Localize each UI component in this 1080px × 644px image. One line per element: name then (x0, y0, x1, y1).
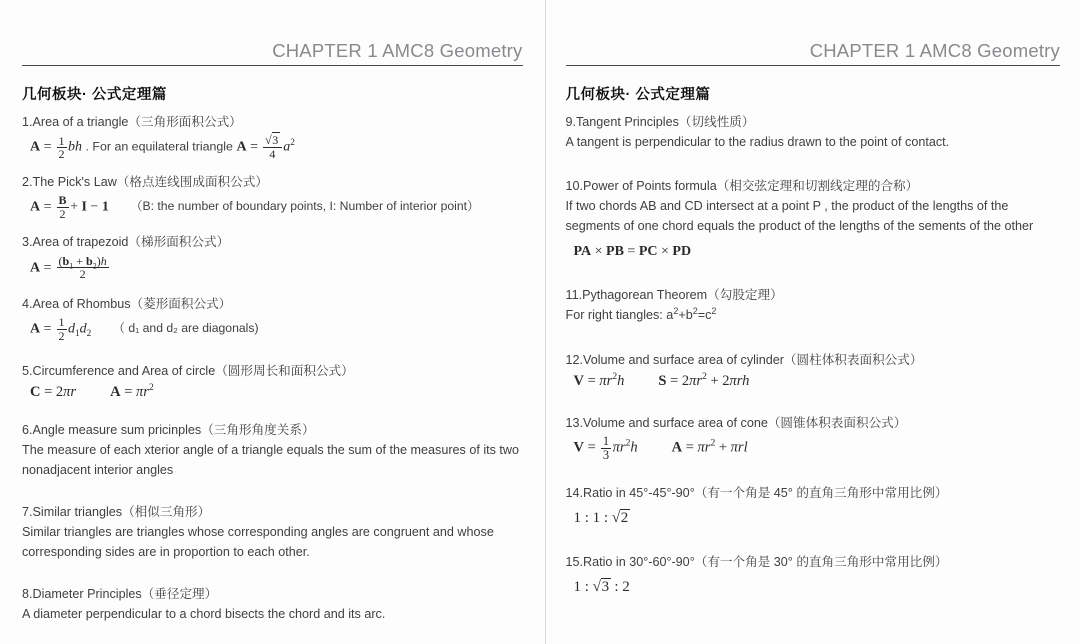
formula-item-10-body-line2: segments of one chord equals the product of the lengths of the sements of the other (565, 219, 1034, 234)
formula-item-7-heading: 7.Similar triangles（相似三角形） (22, 504, 211, 519)
formula-item-14 (566, 484, 1061, 527)
formula-item-2 (22, 173, 523, 221)
formula-item-14-expression: 1 : 1 : √2 (573, 509, 629, 527)
formula-item-9-heading: 9.Tangent Principles（切线性质） (565, 115, 755, 129)
page-right (546, 0, 1080, 644)
formula-item-15-heading: 15.Ratio in 30°-60°-90°（有一个角是 30° 的直角三角形中常用比例） (565, 555, 948, 570)
formula-item-10-heading: 10.Power of Points formula（相交弦定理和切割线定理的合称） (565, 178, 919, 193)
formula-item-10-body-line1: If two chords AB and CD intersect at a point P , the product of the lengths of the (565, 198, 1009, 213)
section-title-right: 几何板块· 公式定理篇 (565, 87, 711, 103)
formula-item-11-body: For right tiangles: $a^2+b^2=c^2$ (565, 305, 717, 322)
formula-item-11 (566, 286, 1061, 326)
formula-item-13-expression: V = $\frac{1}{3}$ $\pi r^2h$ $A = \pi r^2 + \pi rl$ (573, 433, 748, 462)
formula-item-6-heading: 6.Angle measure sum pricinples（三角形角度关系） (22, 422, 315, 437)
formula-item-8 (22, 585, 523, 625)
formula-item-3 (22, 233, 523, 281)
formula-item-3-expression: A = $\frac{(b_1 + b_2)h}{2}$ (30, 253, 107, 282)
formula-item-11-heading: 11.Pythagorean Theorem（勾股定理） (565, 287, 783, 302)
formula-item-12-expression: $V = \pi r^2h$ $S = 2\pi r^2 + 2\pi rh$ (573, 370, 750, 389)
formula-item-10 (566, 177, 1061, 260)
formula-item-1-inline-text: . For an equilateral triangle (85, 139, 233, 154)
formula-item-4-expression: A = $\frac{1}{2}$ $d_1d_2$ （ d₁ and d₂ are diagonals) (30, 315, 259, 343)
formula-item-12-heading: 12.Volume and surface area of cylinder（圆柱体积表面积公式） (565, 353, 923, 368)
formula-item-1 (22, 113, 523, 161)
formula-item-6 (22, 421, 523, 481)
formula-item-15 (566, 553, 1061, 596)
formula-item-3-heading: 3.Area of trapezoid（梯形面积公式） (22, 235, 230, 250)
formula-item-4-heading: 4.Area of Rhombus（菱形面积公式） (22, 296, 232, 311)
formula-item-10-expression: PA × PB = PC × PD (573, 243, 692, 259)
formula-item-2-note: （B: the number of boundary points, I: Number of interior point） (130, 199, 480, 214)
formula-item-4-note: （ d₁ and d₂ are diagonals) (112, 321, 259, 336)
formula-item-9-body: A tangent is perpendicular to the radius drawn to the point of contact. (565, 135, 950, 150)
formula-item-15-expression: 1 : √3 : 2 (573, 578, 630, 596)
chapter-header-text: CHAPTER 1 AMC8 Geometry (272, 40, 523, 61)
formula-item-8-heading: 8.Diameter Principles（垂径定理） (22, 586, 218, 601)
formula-item-1-expression: A = $\frac{1}{2}$ bh . For an equilateral triangle A = $\frac{√3}{4}$ $a^2$ (30, 133, 295, 162)
page-header-right (566, 0, 1061, 66)
formula-item-2-heading: 2.The Pick's Law（格点连线围成面积公式） (22, 174, 268, 189)
formula-item-13 (566, 414, 1061, 462)
formula-item-9 (566, 113, 1061, 153)
formula-item-6-body: The measure of each xterior angle of a triangle equals the sum of the measures of its two nonadjacent interior angles (22, 442, 520, 478)
formula-item-5 (22, 362, 523, 400)
section-title-left: 几何板块· 公式定理篇 (22, 87, 167, 103)
formula-item-5-heading: 5.Circumference and Area of circle（圆形周长和面积公式） (22, 364, 354, 379)
formula-item-1-heading: 1.Area of a triangle（三角形面积公式） (22, 115, 242, 129)
formula-item-14-heading: 14.Ratio in 45°-45°-90°（有一个角是 45° 的直角三角形中常用比例） (565, 485, 948, 500)
formula-item-7 (22, 503, 523, 563)
formula-item-8-body: A diameter perpendicular to a chord bisects the chord and its arc. (22, 606, 386, 621)
chapter-header-text-right: CHAPTER 1 AMC8 Geometry (809, 40, 1060, 61)
formula-item-4 (22, 295, 523, 343)
formula-item-2-expression: A = $\frac{B}{2}$ + I − 1 （B: the number of boundary points, I: Number of interior point） (30, 193, 480, 221)
formula-item-7-body: Similar triangles are triangles whose corresponding angles are congruent and whose corresponding sides are in proportion to each other. (22, 524, 494, 560)
formula-item-5-expression: C = 2πr $A = \pi r^2$ (30, 381, 154, 400)
page-header-left (22, 0, 523, 66)
formula-item-13-heading: 13.Volume and surface area of cone（圆锥体积表面积公式） (565, 415, 907, 430)
formula-item-12 (566, 351, 1061, 389)
